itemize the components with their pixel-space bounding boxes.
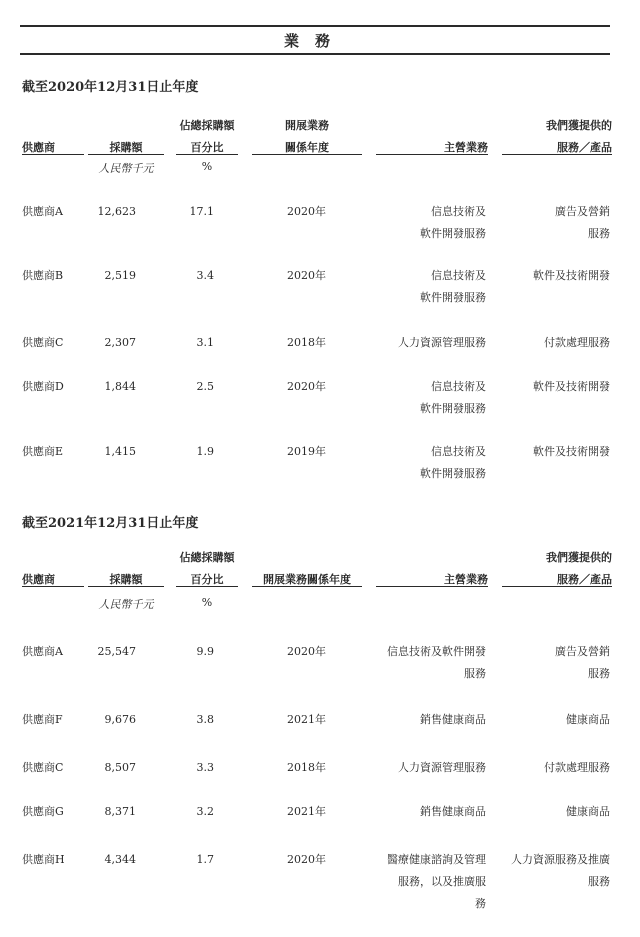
table-cell-amount: 4,344 xyxy=(104,853,136,866)
table-cell-business: 信息技術及 xyxy=(431,269,486,282)
column-header-services: 我們獲提供的 xyxy=(546,119,612,132)
unit-pct: % xyxy=(201,160,213,173)
table-cell-supplier: 供應商A xyxy=(22,645,63,658)
table-cell-business: 軟件開發服務 xyxy=(420,227,486,240)
column-header-rule xyxy=(252,586,362,587)
table-cell-business: 銷售健康商品 xyxy=(420,805,486,818)
table-cell-year: 2020年 xyxy=(287,269,326,282)
column-header-rule xyxy=(502,586,612,587)
table-cell-supplier: 供應商F xyxy=(22,713,63,726)
column-header-rule xyxy=(252,154,362,155)
column-header-pct: 佔總採購額 xyxy=(179,119,235,132)
table-cell-pct: 17.1 xyxy=(189,205,214,218)
column-header-rule xyxy=(22,154,84,155)
table-cell-pct: 9.9 xyxy=(196,645,214,658)
table-cell-amount: 12,623 xyxy=(97,205,136,218)
table-cell-supplier: 供應商H xyxy=(22,853,65,866)
table-cell-supplier: 供應商D xyxy=(22,380,64,393)
table-cell-pct: 3.4 xyxy=(196,269,214,282)
table-cell-services: 服務 xyxy=(588,875,610,888)
column-header-amount: 採購額 xyxy=(109,573,143,586)
table-cell-services: 人力資源服務及推廣 xyxy=(511,853,610,866)
column-header-business: 主營業務 xyxy=(444,141,488,154)
table-cell-pct: 3.8 xyxy=(196,713,214,726)
table-cell-business: 軟件開發服務 xyxy=(420,402,486,415)
column-header-rule xyxy=(22,586,84,587)
column-header-rule xyxy=(502,154,612,155)
table-cell-year: 2021年 xyxy=(287,713,326,726)
table-cell-business: 信息技術及 xyxy=(431,445,486,458)
table-cell-amount: 8,507 xyxy=(104,761,136,774)
column-header-year: 開展業務 xyxy=(285,119,329,132)
unit-amount: 人民幣千元 xyxy=(98,162,154,175)
column-header-supplier: 供應商 xyxy=(22,141,55,154)
table-cell-pct: 3.3 xyxy=(196,761,214,774)
table-cell-year: 2019年 xyxy=(287,445,326,458)
table-cell-amount: 2,519 xyxy=(104,269,136,282)
table-cell-business: 人力資源管理服務 xyxy=(398,761,486,774)
column-header-rule xyxy=(88,154,164,155)
table-cell-services: 付款處理服務 xyxy=(544,336,610,349)
table-cell-year: 2020年 xyxy=(287,380,326,393)
table-cell-amount: 8,371 xyxy=(104,805,136,818)
column-header-amount: 採購額 xyxy=(109,141,143,154)
table-cell-year: 2018年 xyxy=(287,761,326,774)
column-header-year: 關係年度 xyxy=(285,141,329,154)
table-cell-pct: 1.9 xyxy=(196,445,214,458)
table-cell-pct: 1.7 xyxy=(196,853,214,866)
column-header-services: 我們獲提供的 xyxy=(546,551,612,564)
table-cell-services: 付款處理服務 xyxy=(544,761,610,774)
table-cell-supplier: 供應商G xyxy=(22,805,64,818)
table-cell-services: 廣告及營銷 xyxy=(555,645,610,658)
unit-amount: 人民幣千元 xyxy=(98,598,154,611)
unit-pct: % xyxy=(201,596,213,609)
table-cell-year: 2021年 xyxy=(287,805,326,818)
table-cell-business: 軟件開發服務 xyxy=(420,467,486,480)
table-cell-supplier: 供應商E xyxy=(22,445,64,458)
table-cell-year: 2020年 xyxy=(287,853,326,866)
table-cell-supplier: 供應商A xyxy=(22,205,63,218)
table-cell-services: 服務 xyxy=(588,227,610,240)
table-cell-services: 軟件及技術開發 xyxy=(533,269,610,282)
table-cell-services: 廣告及營銷 xyxy=(555,205,610,218)
table-cell-amount: 9,676 xyxy=(104,713,136,726)
table-cell-business: 服務，以及推廣服 xyxy=(398,875,486,888)
table-cell-supplier: 供應商C xyxy=(22,336,64,349)
table-cell-amount: 25,547 xyxy=(97,645,136,658)
table-cell-business: 信息技術及 xyxy=(431,205,486,218)
column-header-rule xyxy=(376,154,488,155)
table-cell-business: 銷售健康商品 xyxy=(420,713,486,726)
column-header-year: 開展業務關係年度 xyxy=(263,573,351,586)
table-cell-supplier: 供應商C xyxy=(22,761,64,774)
column-header-services: 服務／產品 xyxy=(557,141,612,154)
table-cell-business: 務 xyxy=(475,897,486,910)
page-header-title: 業務 xyxy=(283,32,346,50)
table-cell-business: 信息技術及軟件開發 xyxy=(387,645,486,658)
section-title: 截至2021年12月31日止年度 xyxy=(22,516,199,531)
table-cell-amount: 2,307 xyxy=(104,336,136,349)
column-header-supplier: 供應商 xyxy=(22,573,55,586)
table-cell-services: 軟件及技術開發 xyxy=(533,445,610,458)
column-header-rule xyxy=(176,154,238,155)
column-header-pct: 百分比 xyxy=(190,141,224,154)
table-cell-year: 2018年 xyxy=(287,336,326,349)
table-cell-services: 健康商品 xyxy=(566,805,610,818)
table-cell-services: 服務 xyxy=(588,667,610,680)
column-header-rule xyxy=(176,586,238,587)
table-cell-services: 軟件及技術開發 xyxy=(533,380,610,393)
table-cell-amount: 1,415 xyxy=(104,445,136,458)
column-header-business: 主營業務 xyxy=(444,573,488,586)
table-cell-year: 2020年 xyxy=(287,645,326,658)
table-cell-pct: 2.5 xyxy=(196,380,214,393)
table-cell-business: 醫療健康諮詢及管理 xyxy=(387,853,486,866)
column-header-rule xyxy=(376,586,488,587)
table-cell-supplier: 供應商B xyxy=(22,269,64,282)
column-header-pct: 佔總採購額 xyxy=(179,551,235,564)
table-cell-business: 信息技術及 xyxy=(431,380,486,393)
table-cell-business: 軟件開發服務 xyxy=(420,291,486,304)
column-header-services: 服務／產品 xyxy=(557,573,612,586)
column-header-pct: 百分比 xyxy=(190,573,224,586)
section-title: 截至2020年12月31日止年度 xyxy=(22,80,199,95)
table-cell-business: 人力資源管理服務 xyxy=(398,336,486,349)
table-cell-services: 健康商品 xyxy=(566,713,610,726)
page-header-bar xyxy=(20,25,610,55)
table-cell-business: 服務 xyxy=(464,667,486,680)
table-cell-amount: 1,844 xyxy=(104,380,136,393)
table-cell-pct: 3.2 xyxy=(196,805,214,818)
column-header-rule xyxy=(88,586,164,587)
table-cell-year: 2020年 xyxy=(287,205,326,218)
table-cell-pct: 3.1 xyxy=(196,336,214,349)
